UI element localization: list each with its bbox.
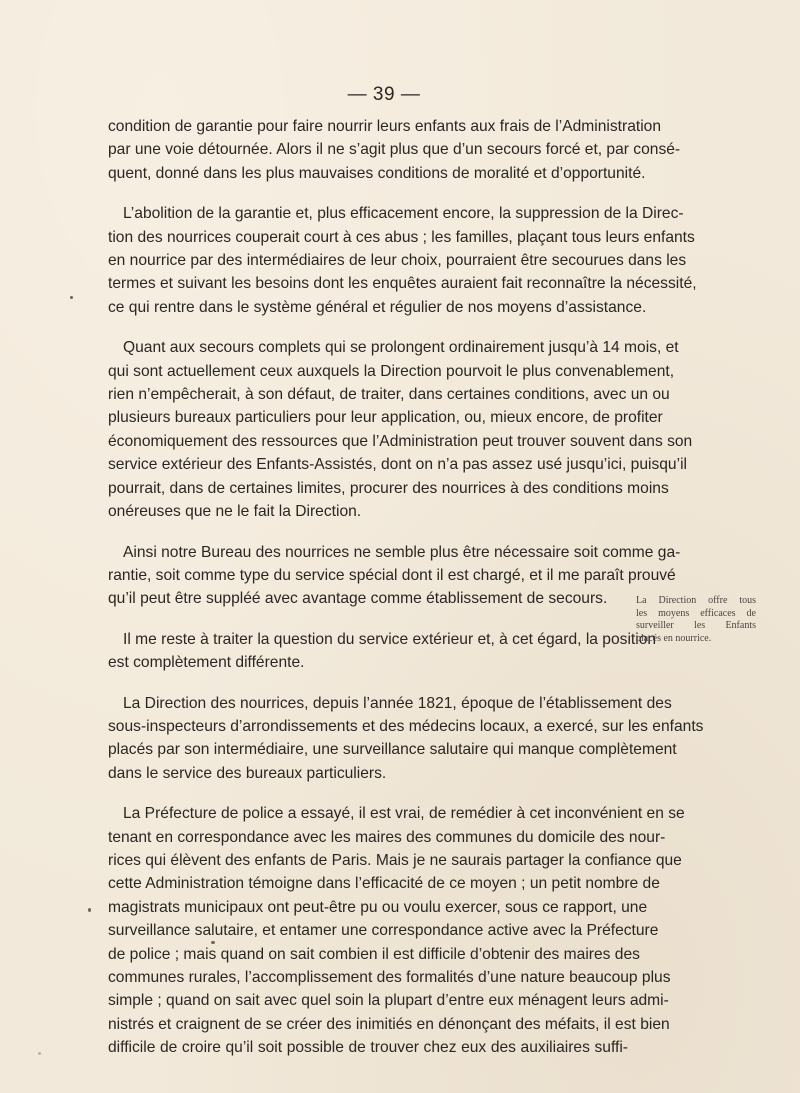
margin-note-line: surveiller les Enfants [636,620,756,631]
margin-note-line: La Direction offre tous [636,595,756,606]
text-line: en nourrice par des intermédiaires de leur choix, pourraient être secourues dans les [108,252,687,270]
text-line: La Préfecture de police a essayé, il est vrai, de remédier à cet inconvénient en se [123,805,685,823]
paper-speck [70,296,73,299]
text-line: termes et suivant les besoins dont les enquêtes auraient fait reconnaître la nécessité, [108,275,697,293]
text-line: rantie, soit comme type du service spécial dont il est chargé, et il me paraît prouvé [108,566,676,584]
paragraph-4 [108,541,681,611]
text-line: rices qui élèvent des enfants de Paris. Mais je ne saurais partager la confiance que [108,851,682,869]
margin-note-line: les moyens efficaces de [636,607,756,619]
paper-speck [88,908,91,912]
text-line: surveillance salutaire, et entamer une correspondance active avec la Préfecture [108,922,659,940]
text-line: quent, donné dans les plus mauvaises conditions de moralité et d’opportunité. [108,164,646,182]
paragraph-6 [108,692,704,786]
text-line: pourrait, dans de certaines limites, procurer des nourrices à des conditions moins [108,479,669,497]
text-line: difficile de croire qu’il soit possible de trouver chez eux des auxiliaires suffi- [108,1039,628,1057]
text-line: plusieurs bureaux particuliers pour leur application, ou, mieux encore, de profiter [108,409,663,427]
paragraph-7 [108,802,685,1059]
text-line: qui sont actuellement ceux auxquels la Direction pourvoit le plus convenablement, [108,362,675,380]
text-line: tenant en correspondance avec les maires des communes du domicile des nour- [108,828,666,846]
text-line: dans le service des bureaux particuliers. [108,764,387,782]
text-line: Ainsi notre Bureau des nourrices ne semble plus être nécessaire soit comme ga- [123,543,681,561]
paragraph-1 [108,115,681,185]
text-line: économiquement des ressources que l’Administration peut trouver souvent dans son [108,432,693,450]
margin-note-line: placés en nourrice. [636,632,712,644]
text-line: nistrés et craignent de se créer des inimitiés en dénonçant des méfaits, il est bien [108,1015,670,1033]
text-line: sous-inspecteurs d’arrondissements et des médecins locaux, a exercé, sur les enfants [108,717,704,735]
paragraph-5 [108,628,657,675]
paragraph-3 [108,336,693,523]
text-line: La Direction des nourrices, depuis l’année 1821, époque de l’établissement des [123,694,672,712]
text-line: communes rurales, l’accomplissement des formalités d’une nature beaucoup plus [108,969,671,986]
text-line: service extérieur des Enfants-Assistés, dont on n’a pas assez usé jusqu’ici, puisqu’il [108,456,687,474]
text-line: qu’il peut être suppléé avec avantage comme établissement de secours. [108,590,608,608]
text-line: Il me reste à traiter la question du service extérieur et, à cet égard, la position [123,630,657,648]
text-line: condition de garantie pour faire nourrir leurs enfants aux frais de l’Administration [108,118,662,135]
text-line: L’abolition de la garantie et, plus efficacement encore, la suppression de la Direc- [123,205,684,223]
text-line: par une voie détournée. Alors il ne s’agit plus que d’un secours forcé et, par consé- [108,141,681,159]
paper-speck [211,941,215,944]
text-line: onéreuses que ne le fait la Direction. [108,503,362,521]
paragraph-2 [108,202,697,319]
text-line: cette Administration témoigne dans l’efficacité de ce moyen ; un petit nombre de [108,875,660,893]
text-line: est complètement différente. [108,654,305,672]
text-line: placés par son intermédiaire, une surveillance salutaire qui manque complètement [108,741,677,759]
margin-note [636,595,756,645]
text-line: simple ; quand on sait avec quel soin la plupart d’entre eux ménagent leurs admi- [108,992,669,1010]
text-line: tion des nourrices couperait court à ces abus ; les familles, plaçant tous leurs enfants [108,228,695,246]
text-line: Quant aux secours complets qui se prolongent ordinairement jusqu’à 14 mois, et [123,339,679,357]
text-line: magistrats municipaux ont peut-être pu ou voulu exercer, sous ce rapport, une [108,898,648,916]
text-line: ce qui rentre dans le système général et régulier de nos moyens d’assistance. [108,298,647,316]
page-number: — 39 — [347,84,421,105]
text-line: rien n’empêcherait, à son défaut, de traiter, dans certaines conditions, avec un ou [108,386,670,404]
paper-speck [38,1052,41,1055]
text-line: de police ; mais quand on sait combien il est difficile d’obtenir des maires des [108,945,640,963]
